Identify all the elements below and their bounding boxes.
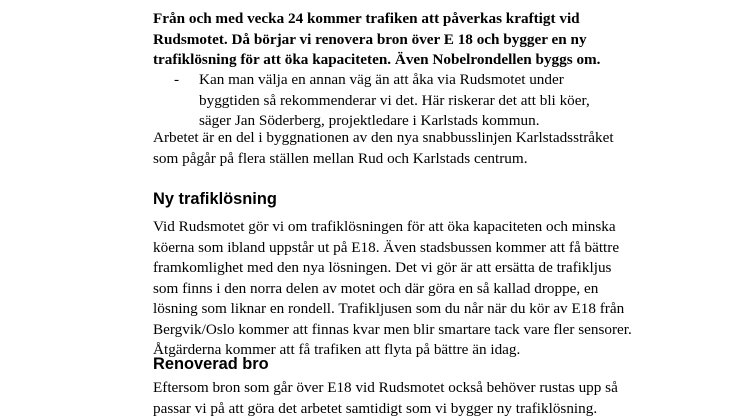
section-body-bro: Eftersom bron som går över E18 vid Rudsmotet också behöver rustas upp så passar vi på att göra det arbetet samtidigt som vi bygger ny trafiklösning. [153, 379, 618, 417]
quote-text: Kan man välja en annan väg än att åka via Rudsmotet under byggtiden så rekommenderar vi det. Här riskerar det att bli köer, säger Jan Söderberg, projektledare i Karlstads kommun. [199, 71, 590, 129]
bullet-marker: - [174, 71, 180, 88]
section-heading-bro: Renoverad bro [153, 355, 269, 373]
lead-paragraph: Från och med vecka 24 kommer trafiken att påverkas kraftigt vid Rudsmotet. Då börjar vi renovera bron över E 18 och bygger en ny trafiklösning för att öka kapaciteten. Även Nobelrondellen byggs om. [153, 10, 601, 68]
section-heading-trafiklosning: Ny trafiklösning [153, 190, 277, 208]
intro-paragraph: Arbetet är en del i byggnationen av den nya snabbusslinjen Karlstadsstråket som pågår på flera ställen mellan Rud och Karlstads centrum. [153, 129, 614, 167]
section-body-trafiklosning: Vid Rudsmotet gör vi om trafiklösningen för att öka kapaciteten och minska köerna som ibland uppstår ut på E18. Även stadsbussen kommer att få bättre framkomlighet med den nya lösningen. Det vi gör är att ersätta de trafikljus som finns i den norra delen av motet och där göra en så kallad droppe, en lösning som liknar en rondell. Trafikljusen som du når när du kör av E18 från Bergvik/Oslo kommer att finnas kvar men blir smartare tack vare fler sensorer. Åtgärderna kommer att få trafiken att flyta på bättre än idag. [153, 218, 632, 358]
